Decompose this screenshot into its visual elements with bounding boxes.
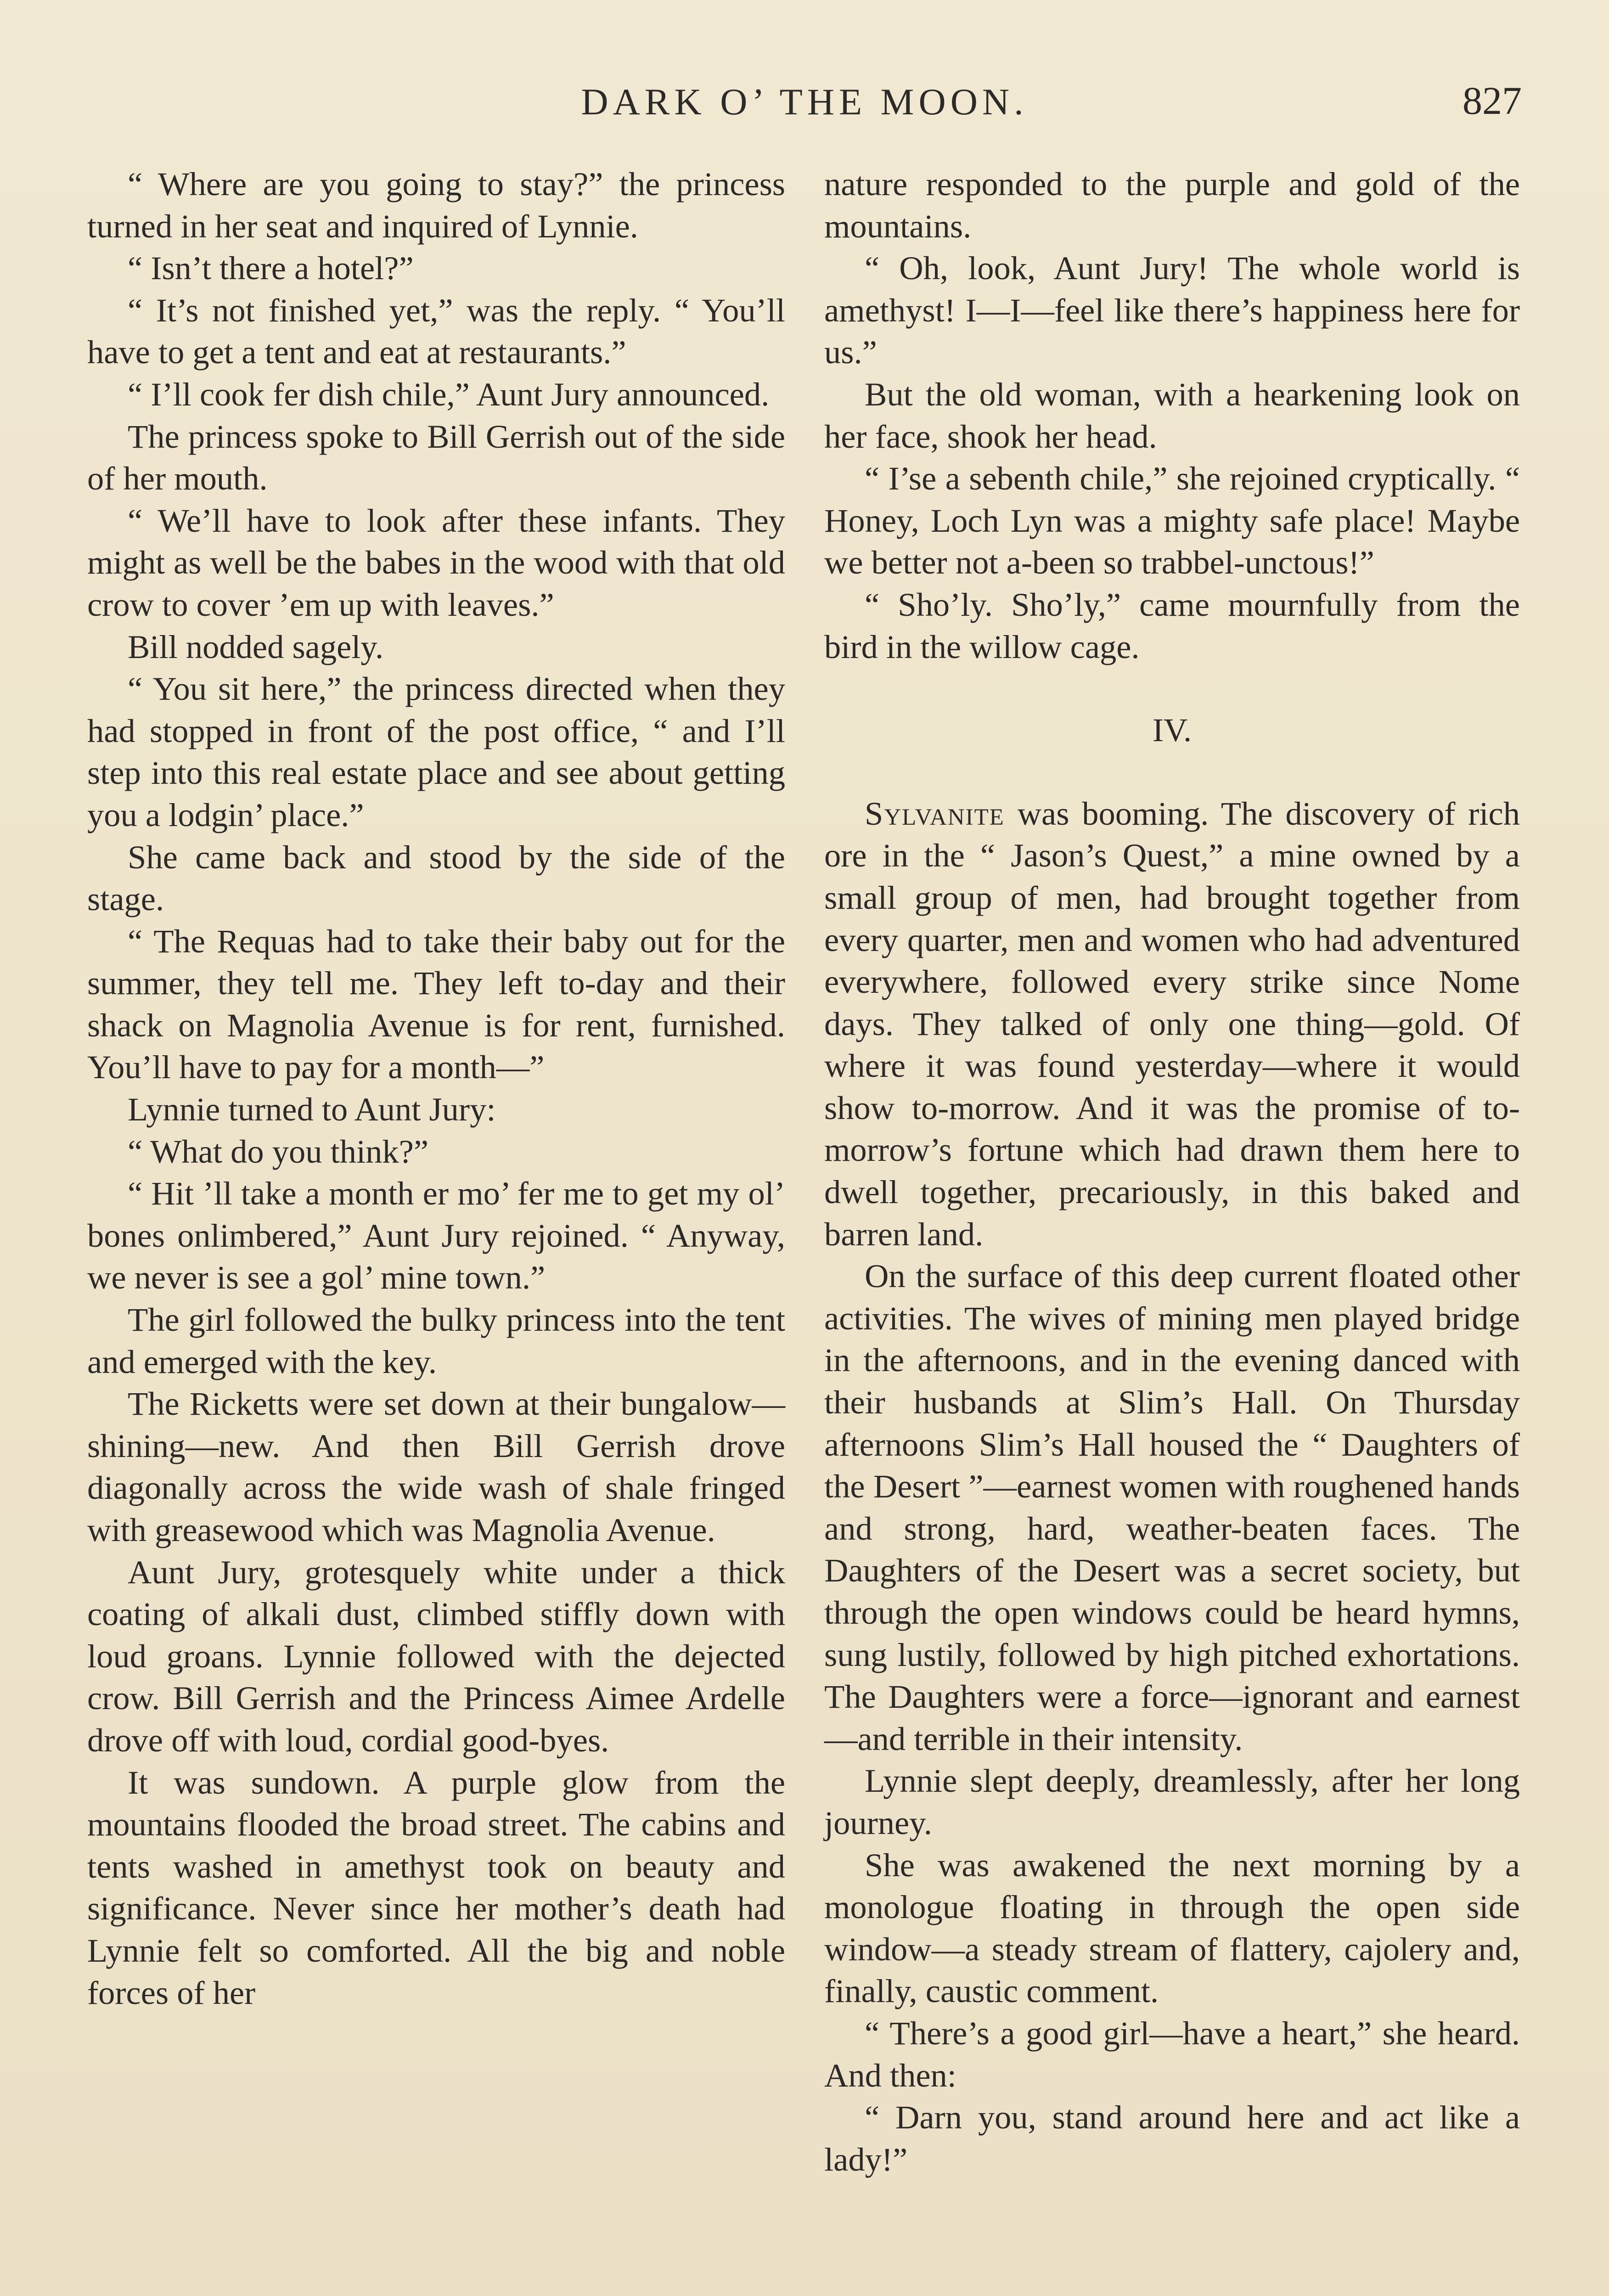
- section-opening-paragraph: [824, 793, 1520, 1255]
- paragraph: It was sundown. A purple glow from the mountains flooded the broad street. The cabins and tents washed in amethyst took on beauty and significance. Never since her mother’s death had Lynnie felt so comforted. All the big and noble forces of her: [87, 1763, 785, 2011]
- paragraph: “ It’s not finished yet,” was the reply. “ You’ll have to get a tent and eat at restaurants.”: [87, 291, 785, 371]
- paragraph: “ I’ll cook fer dish chile,” Aunt Jury announced.: [128, 375, 770, 413]
- page-number: 827: [1463, 79, 1522, 123]
- paragraph: But the old woman, with a hearkening look on her face, shook her head.: [824, 375, 1520, 455]
- paragraph: “ What do you think?”: [128, 1132, 429, 1170]
- page-header: [87, 80, 1522, 131]
- paragraph: Lynnie slept deeply, dreamlessly, after her long journey.: [824, 1762, 1520, 1841]
- section-opening-text: was booming. The discovery of rich ore in the “ Jason’s Quest,” a mine owned by a small group of men, had brought together from every quarter, men and women who had adventured everywhere, followed every strike since Nome days. They talked of only one thing—gold. Of where it was found yesterday—where it would show to-morrow. And it was the promise of to-morrow’s fortune which had drawn them here to dwell together, precariously, in this baked and barren land.: [824, 794, 1520, 1253]
- right-column: [824, 163, 1520, 2180]
- section-heading: IV.: [1152, 711, 1192, 749]
- continued-paragraph: nature responded to the purple and gold of the mountains.: [824, 165, 1520, 245]
- paragraph: The Ricketts were set down at their bungalow—shining—new. And then Bill Gerrish drove diagonally across the wide wash of shale fringed with greasewood which was Magnolia Avenue.: [87, 1385, 785, 1548]
- paragraph: “ Where are you going to stay?” the princess turned in her seat and inquired of Lynnie.: [87, 165, 785, 245]
- paragraph: “ Hit ’ll take a month er mo’ fer me to get my ol’ bones onlimbered,” Aunt Jury rejoined. “ Anyway, we never is see a gol’ mine town.”: [87, 1175, 785, 1296]
- running-title: DARK O’ THE MOON.: [581, 81, 1028, 123]
- paragraph: Lynnie turned to Aunt Jury:: [128, 1091, 496, 1128]
- paragraph: “ I’se a sebenth chile,” she rejoined cryptically. “ Honey, Loch Lyn was a mighty safe place! Maybe we better not a-been so trabbel-unctous!”: [824, 460, 1520, 581]
- paragraph: “ Sho’ly. Sho’ly,” came mournfully from the bird in the willow cage.: [824, 585, 1520, 665]
- paragraph: “ We’ll have to look after these infants. They might as well be the babes in the wood with that old crow to cover ’em up with leaves.”: [87, 501, 785, 623]
- paragraph: “ There’s a good girl—have a heart,” she heard. And then:: [824, 2014, 1520, 2094]
- section-first-word: Sylvanite: [865, 794, 1005, 832]
- paragraph: Aunt Jury, grotesquely white under a thick coating of alkali dust, climbed stiffly down with loud groans. Lynnie followed with the dejected crow. Bill Gerrish and the Princess Aimee Ardelle drove off with loud, cordial good-byes.: [87, 1553, 785, 1759]
- paragraph: She came back and stood by the side of the stage.: [87, 838, 785, 918]
- paragraph: Bill nodded sagely.: [128, 628, 384, 665]
- paragraph: “ Darn you, stand around here and act like a lady!”: [824, 2099, 1520, 2178]
- left-column: [87, 163, 785, 2014]
- paragraph: “ Oh, look, Aunt Jury! The whole world is amethyst! I—I—feel like there’s happiness here for us.”: [824, 249, 1520, 371]
- paragraph: The girl followed the bulky princess into the tent and emerged with the key.: [87, 1301, 785, 1380]
- paragraph: “ Isn’t there a hotel?”: [128, 249, 414, 287]
- paragraph: On the surface of this deep current floated other activities. The wives of mining men played bridge in the afternoons, and in the evening danced with their husbands at Slim’s Hall. On Thursday afternoons Slim’s Hall housed the “ Daughters of the Desert ”—earnest women with roughened hands and strong, hard, weather-beaten faces. The Daughters of the Desert was a secret society, but through the open windows could be heard hymns, sung lustily, followed by high pitched exhortations. The Daughters were a force—ignorant and earnest—and terrible in their intensity.: [824, 1257, 1520, 1757]
- paragraph: She was awakened the next morning by a monologue floating in through the open side window—a steady stream of flattery, cajolery and, finally, caustic comment.: [824, 1846, 1520, 2010]
- paragraph: The princess spoke to Bill Gerrish out of the side of her mouth.: [87, 417, 785, 497]
- paragraph: “ You sit here,” the princess directed when they had stopped in front of the post office, “ and I’ll step into this real estate place and see about getting you a lodgin’ place.”: [87, 670, 785, 833]
- paragraph: “ The Requas had to take their baby out for the summer, they tell me. They left to-day and their shack on Magnolia Avenue is for rent, furnished. You’ll have to pay for a month—”: [87, 922, 785, 1086]
